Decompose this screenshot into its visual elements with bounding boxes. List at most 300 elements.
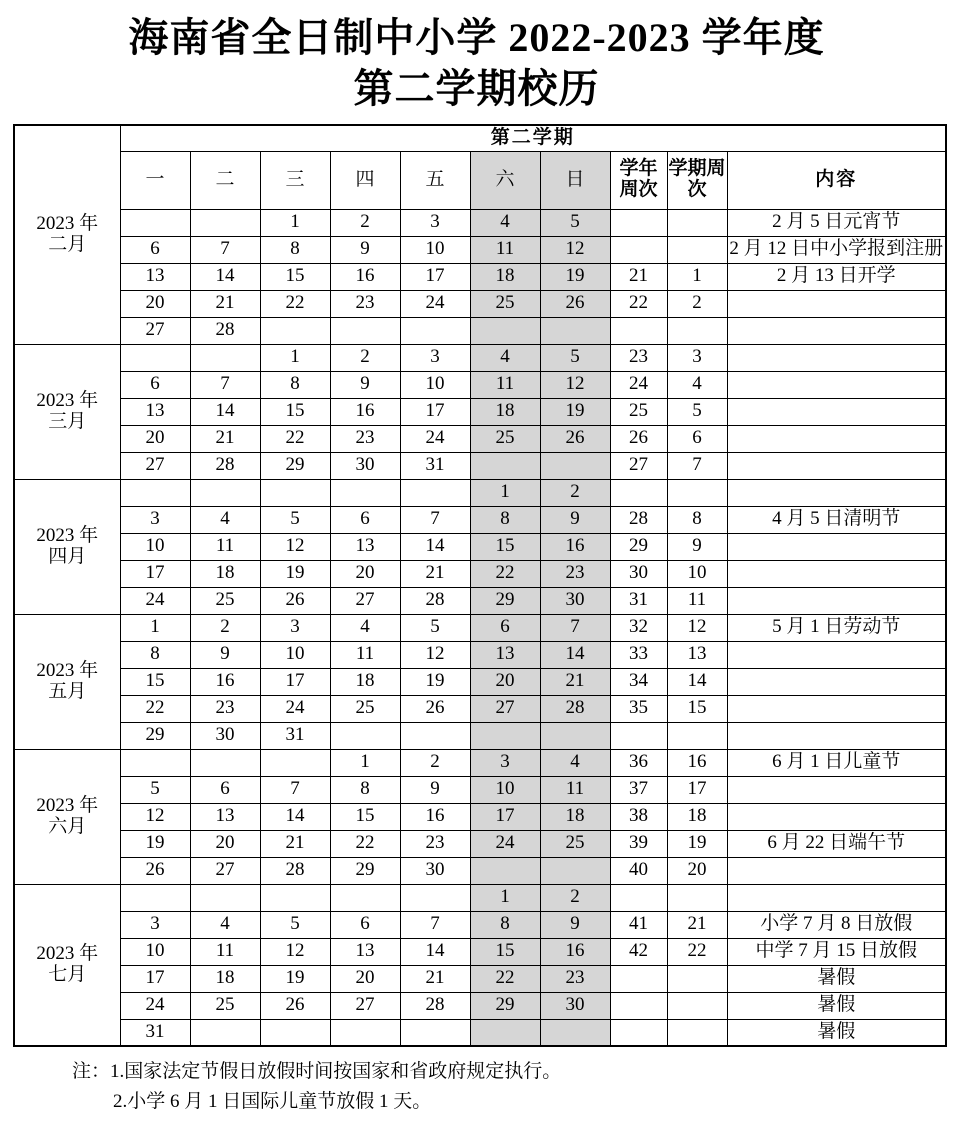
content-cell <box>727 560 946 587</box>
date-cell: 7 <box>540 614 610 641</box>
date-cell: 1 <box>260 344 330 371</box>
date-cell: 3 <box>120 506 190 533</box>
date-cell: 31 <box>400 452 470 479</box>
month-label-line: 五月 <box>48 680 87 702</box>
date-cell: 5 <box>400 614 470 641</box>
date-cell: 8 <box>470 506 540 533</box>
school-calendar-table <box>13 124 947 1047</box>
year-week-cell: 30 <box>610 560 667 587</box>
date-cell: 13 <box>190 803 260 830</box>
content-cell: 5 月 1 日劳动节 <box>727 614 946 641</box>
date-cell: 12 <box>540 236 610 263</box>
date-cell: 8 <box>330 776 400 803</box>
month-cell <box>14 614 120 749</box>
date-cell: 1 <box>470 884 540 911</box>
date-cell: 11 <box>470 236 540 263</box>
date-cell <box>330 1019 400 1046</box>
content-cell: 6 月 1 日儿童节 <box>727 749 946 776</box>
term-week-cell: 21 <box>667 911 727 938</box>
date-cell: 29 <box>120 722 190 749</box>
date-cell: 16 <box>400 803 470 830</box>
calendar-week-row <box>14 344 946 371</box>
term-week-cell: 10 <box>667 560 727 587</box>
date-cell: 16 <box>540 938 610 965</box>
year-week-cell <box>610 965 667 992</box>
date-cell: 28 <box>190 452 260 479</box>
date-cell: 27 <box>330 587 400 614</box>
calendar-week-row <box>14 1019 946 1046</box>
calendar-week-row <box>14 722 946 749</box>
date-cell: 21 <box>190 425 260 452</box>
date-cell: 3 <box>400 209 470 236</box>
term-week-cell <box>667 884 727 911</box>
month-label-line: 2023 年 <box>36 524 99 546</box>
weekday-header-cell: 六 <box>470 151 540 209</box>
calendar-week-row <box>14 263 946 290</box>
calendar-week-row <box>14 830 946 857</box>
term-week-cell <box>667 722 727 749</box>
month-label-line: 2023 年 <box>36 794 99 816</box>
date-cell: 24 <box>400 425 470 452</box>
date-cell: 13 <box>330 533 400 560</box>
date-cell: 27 <box>330 992 400 1019</box>
date-cell <box>120 209 190 236</box>
date-cell: 22 <box>120 695 190 722</box>
footnotes <box>72 1057 953 1116</box>
calendar-week-row <box>14 317 946 344</box>
date-cell: 18 <box>540 803 610 830</box>
date-cell: 10 <box>470 776 540 803</box>
term-week-cell <box>667 992 727 1019</box>
footnote-2: 2.小学 6 月 1 日国际儿童节放假 1 天。 <box>113 1090 432 1112</box>
date-cell: 15 <box>120 668 190 695</box>
date-cell: 26 <box>260 992 330 1019</box>
month-label-line: 2023 年 <box>36 389 99 411</box>
year-week-cell: 36 <box>610 749 667 776</box>
date-cell: 7 <box>190 236 260 263</box>
calendar-week-row <box>14 614 946 641</box>
date-cell: 19 <box>400 668 470 695</box>
content-cell: 暑假 <box>727 965 946 992</box>
weekday-header-cell: 三 <box>260 151 330 209</box>
date-cell: 20 <box>120 425 190 452</box>
date-cell: 21 <box>540 668 610 695</box>
date-cell: 10 <box>400 371 470 398</box>
date-cell: 25 <box>470 290 540 317</box>
date-cell: 14 <box>400 938 470 965</box>
weekday-header-cell: 一 <box>120 151 190 209</box>
date-cell: 26 <box>400 695 470 722</box>
content-cell <box>727 533 946 560</box>
term-week-cell: 13 <box>667 641 727 668</box>
date-cell <box>330 479 400 506</box>
date-cell <box>470 452 540 479</box>
date-cell: 28 <box>400 992 470 1019</box>
term-week-cell <box>667 317 727 344</box>
content-cell <box>727 668 946 695</box>
date-cell: 9 <box>330 371 400 398</box>
weekday-header-cell: 日 <box>540 151 610 209</box>
date-cell: 27 <box>120 317 190 344</box>
month-cell <box>14 884 120 1046</box>
date-cell: 4 <box>330 614 400 641</box>
date-cell: 15 <box>260 263 330 290</box>
date-cell: 7 <box>260 776 330 803</box>
content-cell <box>727 641 946 668</box>
year-week-cell: 27 <box>610 452 667 479</box>
date-cell: 8 <box>120 641 190 668</box>
term-week-cell <box>667 236 727 263</box>
date-cell: 4 <box>540 749 610 776</box>
year-week-cell <box>610 236 667 263</box>
date-cell <box>400 317 470 344</box>
year-week-cell: 26 <box>610 425 667 452</box>
date-cell: 31 <box>120 1019 190 1046</box>
date-cell: 1 <box>120 614 190 641</box>
term-week-cell <box>667 965 727 992</box>
calendar-week-row <box>14 209 946 236</box>
date-cell: 17 <box>260 668 330 695</box>
date-cell <box>400 884 470 911</box>
date-cell <box>120 344 190 371</box>
date-cell: 25 <box>470 425 540 452</box>
content-cell: 小学 7 月 8 日放假 <box>727 911 946 938</box>
term-week-cell: 14 <box>667 668 727 695</box>
month-cell <box>14 479 120 614</box>
month-label-line: 三月 <box>48 410 87 432</box>
date-cell: 17 <box>400 398 470 425</box>
calendar-week-row <box>14 641 946 668</box>
date-cell: 18 <box>470 263 540 290</box>
calendar-week-row <box>14 884 946 911</box>
date-cell: 19 <box>540 398 610 425</box>
year-week-cell: 33 <box>610 641 667 668</box>
term-week-cell: 7 <box>667 452 727 479</box>
date-cell: 24 <box>260 695 330 722</box>
date-cell: 5 <box>260 506 330 533</box>
date-cell: 10 <box>120 533 190 560</box>
date-cell: 21 <box>190 290 260 317</box>
footnote-1 <box>72 1057 953 1086</box>
date-cell: 8 <box>470 911 540 938</box>
date-cell: 18 <box>330 668 400 695</box>
date-cell: 29 <box>470 992 540 1019</box>
date-cell: 21 <box>400 560 470 587</box>
date-cell: 20 <box>120 290 190 317</box>
year-week-cell: 37 <box>610 776 667 803</box>
date-cell: 28 <box>260 857 330 884</box>
date-cell: 4 <box>470 344 540 371</box>
content-cell <box>727 776 946 803</box>
content-cell <box>727 290 946 317</box>
term-week-cell: 12 <box>667 614 727 641</box>
date-cell: 1 <box>260 209 330 236</box>
date-cell: 5 <box>540 209 610 236</box>
date-cell: 24 <box>470 830 540 857</box>
date-cell: 14 <box>190 398 260 425</box>
date-cell: 26 <box>120 857 190 884</box>
date-cell: 23 <box>540 560 610 587</box>
date-cell: 5 <box>120 776 190 803</box>
date-cell: 14 <box>540 641 610 668</box>
date-cell: 31 <box>260 722 330 749</box>
date-cell: 16 <box>330 263 400 290</box>
year-week-cell: 28 <box>610 506 667 533</box>
date-cell <box>260 749 330 776</box>
content-cell: 6 月 22 日端午节 <box>727 830 946 857</box>
calendar-week-row <box>14 857 946 884</box>
date-cell: 20 <box>470 668 540 695</box>
date-cell: 5 <box>540 344 610 371</box>
date-cell: 4 <box>470 209 540 236</box>
year-week-cell: 40 <box>610 857 667 884</box>
date-cell: 26 <box>540 290 610 317</box>
page-title <box>0 12 953 114</box>
date-cell: 6 <box>330 506 400 533</box>
date-cell: 19 <box>260 560 330 587</box>
date-cell <box>540 1019 610 1046</box>
date-cell <box>540 317 610 344</box>
term-week-cell: 8 <box>667 506 727 533</box>
content-cell: 2 月 13 日开学 <box>727 263 946 290</box>
date-cell: 25 <box>330 695 400 722</box>
calendar-week-row <box>14 695 946 722</box>
date-cell: 22 <box>470 560 540 587</box>
calendar-week-row <box>14 668 946 695</box>
date-cell: 7 <box>400 911 470 938</box>
date-cell <box>190 749 260 776</box>
date-cell <box>400 479 470 506</box>
date-cell: 4 <box>190 911 260 938</box>
date-cell: 3 <box>400 344 470 371</box>
term-week-cell: 3 <box>667 344 727 371</box>
calendar-week-row <box>14 533 946 560</box>
year-week-cell <box>610 884 667 911</box>
date-cell <box>120 749 190 776</box>
month-label-line: 2023 年 <box>36 213 99 235</box>
year-week-cell: 21 <box>610 263 667 290</box>
date-cell <box>260 884 330 911</box>
calendar-week-row <box>14 560 946 587</box>
date-cell: 18 <box>470 398 540 425</box>
date-cell: 30 <box>330 452 400 479</box>
date-cell: 14 <box>260 803 330 830</box>
content-cell <box>727 317 946 344</box>
content-cell: 中学 7 月 15 日放假 <box>727 938 946 965</box>
date-cell: 12 <box>260 533 330 560</box>
date-cell: 28 <box>540 695 610 722</box>
date-cell: 30 <box>190 722 260 749</box>
date-cell: 17 <box>120 965 190 992</box>
date-cell: 20 <box>330 560 400 587</box>
calendar-week-row <box>14 965 946 992</box>
date-cell: 12 <box>260 938 330 965</box>
date-cell: 9 <box>190 641 260 668</box>
date-cell <box>330 317 400 344</box>
date-cell: 22 <box>470 965 540 992</box>
term-week-cell: 9 <box>667 533 727 560</box>
date-cell <box>120 884 190 911</box>
date-cell: 16 <box>330 398 400 425</box>
date-cell <box>540 857 610 884</box>
date-cell <box>260 479 330 506</box>
date-cell: 15 <box>470 938 540 965</box>
content-cell <box>727 722 946 749</box>
date-cell: 23 <box>330 425 400 452</box>
date-cell: 30 <box>540 587 610 614</box>
date-cell: 25 <box>190 587 260 614</box>
year-week-cell: 31 <box>610 587 667 614</box>
year-week-cell: 42 <box>610 938 667 965</box>
footnote-prefix: 注： <box>72 1061 111 1083</box>
date-cell: 22 <box>260 290 330 317</box>
month-cell <box>14 344 120 479</box>
date-cell <box>470 317 540 344</box>
date-cell: 6 <box>470 614 540 641</box>
term-week-cell: 15 <box>667 695 727 722</box>
date-cell: 23 <box>400 830 470 857</box>
calendar-week-row <box>14 587 946 614</box>
month-label-line: 2023 年 <box>36 943 99 965</box>
date-cell: 14 <box>400 533 470 560</box>
year-week-cell: 35 <box>610 695 667 722</box>
date-cell: 23 <box>540 965 610 992</box>
semester-header: 第二学期 <box>120 125 946 151</box>
date-cell <box>540 452 610 479</box>
content-cell: 2 月 5 日元宵节 <box>727 209 946 236</box>
date-cell: 15 <box>470 533 540 560</box>
date-cell <box>260 317 330 344</box>
date-cell: 9 <box>400 776 470 803</box>
content-cell: 暑假 <box>727 1019 946 1046</box>
date-cell <box>120 479 190 506</box>
content-header-cell: 内容 <box>727 151 946 209</box>
calendar-week-row <box>14 236 946 263</box>
date-cell <box>190 1019 260 1046</box>
footnote-1-text: 1.国家法定节假日放假时间按国家和省政府规定执行。 <box>110 1061 562 1083</box>
term-week-cell: 16 <box>667 749 727 776</box>
year-week-cell: 34 <box>610 668 667 695</box>
date-cell: 27 <box>120 452 190 479</box>
content-cell <box>727 344 946 371</box>
date-cell: 10 <box>120 938 190 965</box>
content-cell <box>727 371 946 398</box>
calendar-week-row <box>14 911 946 938</box>
date-cell: 12 <box>120 803 190 830</box>
year-week-cell: 41 <box>610 911 667 938</box>
date-cell: 8 <box>260 236 330 263</box>
date-cell: 3 <box>260 614 330 641</box>
date-cell <box>190 344 260 371</box>
date-cell: 18 <box>190 965 260 992</box>
date-cell: 24 <box>400 290 470 317</box>
year-week-header-cell: 学年周次 <box>610 151 667 209</box>
date-cell: 17 <box>120 560 190 587</box>
term-week-header-cell: 学期周次 <box>667 151 727 209</box>
content-cell <box>727 398 946 425</box>
calendar-week-row <box>14 803 946 830</box>
date-cell <box>400 722 470 749</box>
column-header-row <box>14 151 946 209</box>
calendar-week-row <box>14 371 946 398</box>
date-cell <box>540 722 610 749</box>
date-cell: 3 <box>120 911 190 938</box>
date-cell: 11 <box>330 641 400 668</box>
calendar-week-row <box>14 506 946 533</box>
date-cell <box>470 857 540 884</box>
date-cell: 23 <box>330 290 400 317</box>
year-week-cell: 29 <box>610 533 667 560</box>
date-cell: 5 <box>260 911 330 938</box>
term-week-cell <box>667 209 727 236</box>
weekday-header-cell: 二 <box>190 151 260 209</box>
date-cell: 15 <box>260 398 330 425</box>
date-cell: 12 <box>400 641 470 668</box>
date-cell: 16 <box>190 668 260 695</box>
term-week-cell: 20 <box>667 857 727 884</box>
term-week-cell: 4 <box>667 371 727 398</box>
content-cell <box>727 857 946 884</box>
term-week-cell <box>667 1019 727 1046</box>
year-week-cell <box>610 479 667 506</box>
date-cell: 7 <box>190 371 260 398</box>
date-cell: 1 <box>330 749 400 776</box>
date-cell: 22 <box>260 425 330 452</box>
date-cell: 18 <box>190 560 260 587</box>
weekday-header-cell: 五 <box>400 151 470 209</box>
year-week-cell: 25 <box>610 398 667 425</box>
date-cell: 2 <box>330 209 400 236</box>
page-title-line2: 第二学期校历 <box>353 66 600 112</box>
date-cell: 27 <box>470 695 540 722</box>
year-week-cell: 39 <box>610 830 667 857</box>
date-cell: 19 <box>120 830 190 857</box>
content-cell: 暑假 <box>727 992 946 1019</box>
calendar-week-row <box>14 398 946 425</box>
term-week-cell: 17 <box>667 776 727 803</box>
content-cell <box>727 479 946 506</box>
month-label-line: 四月 <box>48 545 87 567</box>
date-cell: 26 <box>540 425 610 452</box>
date-cell: 29 <box>260 452 330 479</box>
term-week-cell <box>667 479 727 506</box>
date-cell <box>470 722 540 749</box>
year-week-cell: 23 <box>610 344 667 371</box>
month-label-line: 六月 <box>48 815 87 837</box>
date-cell: 20 <box>330 965 400 992</box>
date-cell: 2 <box>540 479 610 506</box>
date-cell: 24 <box>120 992 190 1019</box>
date-cell: 6 <box>120 236 190 263</box>
date-cell: 6 <box>120 371 190 398</box>
date-cell: 4 <box>190 506 260 533</box>
date-cell: 9 <box>540 911 610 938</box>
year-week-cell: 22 <box>610 290 667 317</box>
year-week-cell: 38 <box>610 803 667 830</box>
calendar-week-row <box>14 938 946 965</box>
term-week-cell: 19 <box>667 830 727 857</box>
date-cell: 15 <box>330 803 400 830</box>
date-cell <box>470 1019 540 1046</box>
date-cell: 10 <box>400 236 470 263</box>
date-cell: 11 <box>470 371 540 398</box>
date-cell: 1 <box>470 479 540 506</box>
date-cell: 14 <box>190 263 260 290</box>
date-cell <box>400 1019 470 1046</box>
month-label-line: 2023 年 <box>36 659 99 681</box>
date-cell: 8 <box>260 371 330 398</box>
date-cell: 10 <box>260 641 330 668</box>
